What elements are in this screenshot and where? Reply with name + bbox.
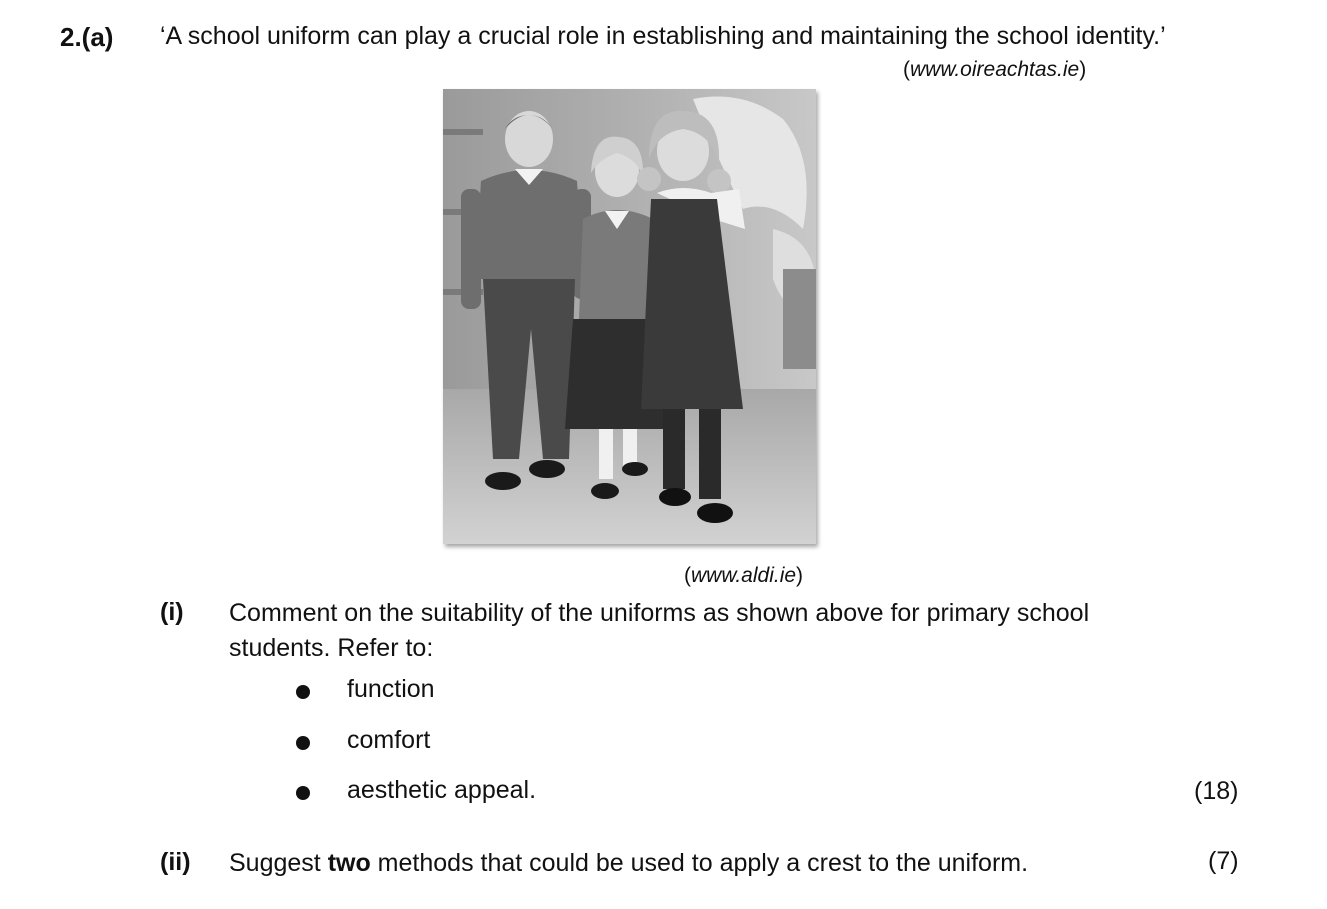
part-i-text: Comment on the suitability of the uniforms as shown above for primary school students. Refer to: — [229, 599, 1090, 662]
part-ii-label: (ii) — [160, 848, 191, 876]
bullet-dot — [296, 786, 310, 800]
bullet-aesthetic-appeal: aesthetic appeal. — [347, 776, 537, 804]
part-ii-text-after: methods that could be used to apply a crest to the uniform. — [370, 849, 1029, 877]
bullet-comfort: comfort — [347, 726, 431, 754]
quote-source: (www.oireachtas.ie) — [903, 58, 1087, 81]
image-source-url: www.aldi.ie — [691, 564, 797, 587]
question-number: 2.(a) — [60, 22, 114, 52]
uniform-photo — [443, 89, 816, 544]
part-i-marks: (18) — [1194, 777, 1239, 805]
bullet-dot — [296, 736, 310, 750]
part-ii-text — [229, 846, 1028, 881]
children-in-uniform-illustration — [443, 89, 816, 544]
image-source: (www.aldi.ie) — [684, 564, 804, 587]
bullet-dot — [296, 685, 310, 699]
bullet-function: function — [347, 675, 435, 703]
part-ii-text-bold: two — [327, 849, 371, 877]
part-i-label: (i) — [160, 598, 184, 626]
part-ii-marks: (7) — [1208, 847, 1239, 875]
question-quote: ‘A school uniform can play a crucial role in establishing and maintaining the school identity.’ — [160, 22, 1166, 50]
quote-source-url: www.oireachtas.ie — [910, 58, 1080, 81]
part-ii-text-before: Suggest — [229, 849, 328, 877]
